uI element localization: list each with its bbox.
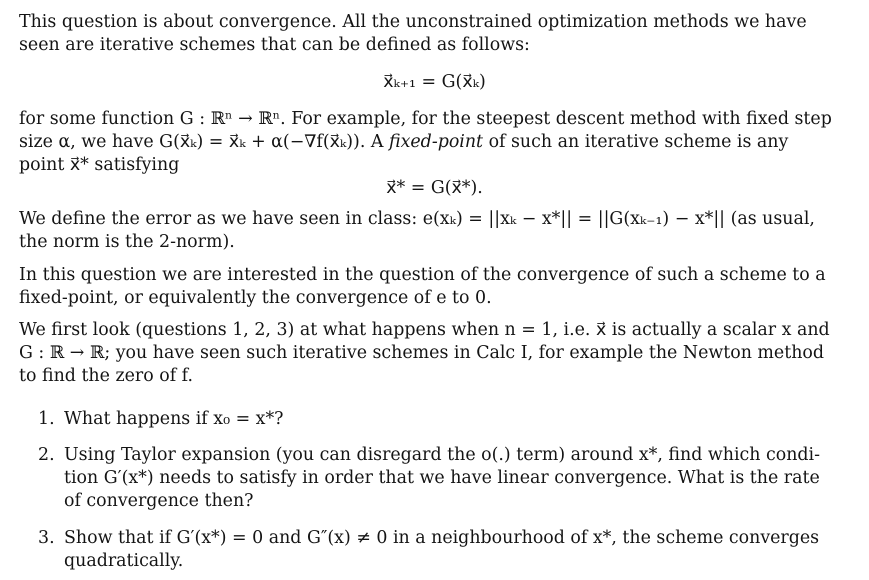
question-text-line: Using Taylor expansion (you can disregard the o(.) term) around x*, find which condi-: [64, 445, 820, 465]
paragraph-3-line-3: to find the zero of f.: [19, 366, 193, 386]
equation-fixed-point: x⃗* = G(x⃗*).: [386, 178, 483, 198]
error-definition-line-1: We define the error as we have seen in class: e(xₖ) = ||xₖ − x*|| = ||G(xₖ₋₁) − x*|| (as usual,: [19, 209, 815, 229]
paragraph-3-line-2: G : ℝ → ℝ; you have seen such iterative schemes in Calc I, for example the Newton method: [19, 343, 825, 363]
intro-line-1: This question is about convergence. All the unconstrained optimization methods we have: [19, 12, 807, 32]
question-text-line: of convergence then?: [64, 491, 254, 511]
question-text-line: quadratically.: [64, 551, 184, 571]
intro-line-4-end: of such an iterative scheme is any: [483, 132, 789, 152]
question-number: 1.: [38, 409, 55, 429]
paragraph-3-line-1: We first look (questions 1, 2, 3) at what happens when n = 1, i.e. x⃗ is actually a scalar x and: [19, 320, 830, 340]
question-text-line: Show that if G′(x*) = 0 and G″(x) ≠ 0 in a neighbourhood of x*, the scheme converges: [64, 528, 820, 548]
error-definition-line-2: the norm is the 2-norm).: [19, 232, 235, 252]
intro-line-3: for some function G : ℝⁿ → ℝⁿ. For example, for the steepest descent method with fixed step: [19, 109, 832, 129]
question-number: 3.: [38, 528, 55, 548]
question-text-line: tion G′(x*) needs to satisfy in order that we have linear convergence. What is the rate: [64, 468, 820, 488]
fixed-point-term: fixed-point: [388, 132, 484, 152]
intro-line-5: point x⃗* satisfying: [19, 155, 180, 175]
intro-line-4: [19, 131, 849, 154]
intro-line-4-start: size α, we have G(x⃗ₖ) = x⃗ₖ + α(−∇f(x⃗ₖ)). A: [19, 132, 389, 152]
paragraph-2-line-1: In this question we are interested in the question of the convergence of such a scheme to a: [19, 265, 826, 285]
intro-line-2: seen are iterative schemes that can be defined as follows:: [19, 35, 530, 55]
equation-iteration: x⃗ₖ₊₁ = G(x⃗ₖ): [383, 72, 486, 92]
question-number: 2.: [38, 445, 55, 465]
question-text-line: What happens if x₀ = x*?: [64, 409, 284, 429]
paragraph-2-line-2: fixed-point, or equivalently the convergence of e to 0.: [19, 288, 492, 308]
